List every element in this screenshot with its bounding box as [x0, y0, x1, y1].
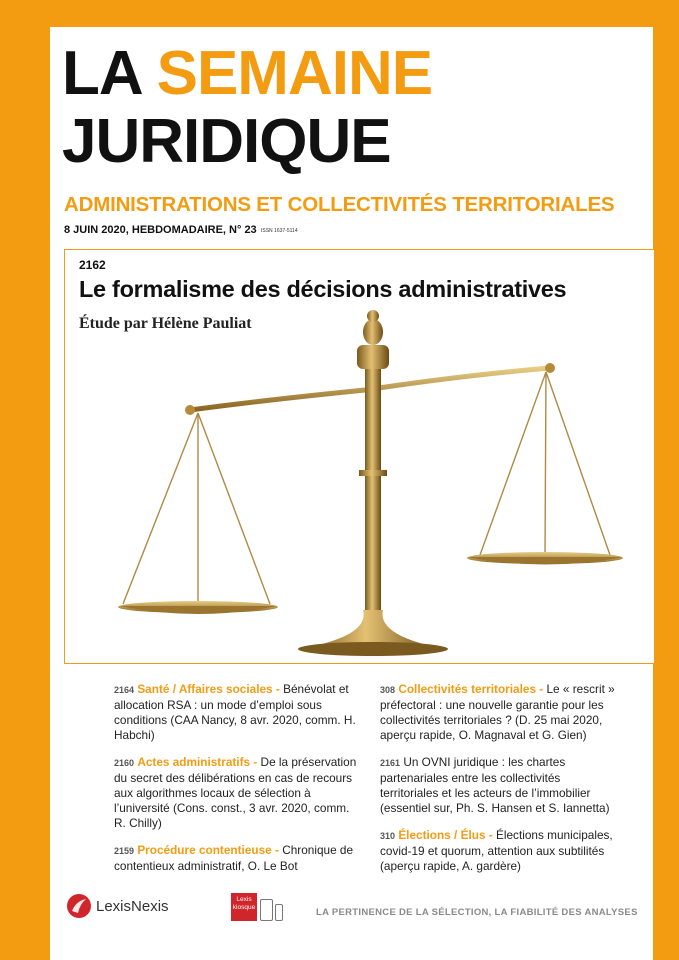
- issue-info: 8 JUIN 2020, HEBDOMADAIRE, N° 23: [64, 224, 257, 236]
- lexisnexis-emblem-icon: [66, 893, 92, 919]
- masthead-word-la: LA: [62, 39, 141, 108]
- article-text: Un OVNI juridique : les chartes partenariales entre les collectivités territoriales et les acteurs de l’immobilier (essentiel sur, Ph. S. Hansen et S. Iannetta): [380, 755, 610, 815]
- kiosque-logo: [231, 893, 257, 921]
- article-number: 310: [380, 831, 396, 841]
- feature-author: Étude par Hélène Pauliat: [79, 315, 252, 332]
- tablet-icon: [260, 899, 273, 921]
- article-category: Procédure contentieuse -: [137, 843, 279, 857]
- article-number: 2160: [114, 758, 135, 768]
- articles-right-column: [380, 682, 620, 886]
- article-item[interactable]: [114, 682, 364, 743]
- publisher-name: LexisNexis: [96, 897, 169, 915]
- article-category: Collectivités territoriales -: [398, 682, 544, 696]
- kiosque-line-1: Lexis: [236, 896, 252, 903]
- issn: ISSN 1637-5114: [261, 228, 298, 234]
- masthead-line-1: [62, 39, 433, 108]
- article-text: Le « rescrit » préfectoral : une nouvelle garantie pour les collectivités territoriales ? (D. 25 mai 2020, aperçu rapide, O. Magnaval et G. Gien): [380, 682, 615, 742]
- kiosque-line-2: kiosque: [232, 904, 256, 911]
- article-text: Chronique de contentieux administratif, O. Le Bot: [114, 843, 354, 873]
- article-number: 308: [380, 685, 396, 695]
- feature-number: 2162: [79, 258, 106, 272]
- article-text: Élections municipales, covid-19 et quorum, attention aux subtilités (aperçu rapide, A. gardère): [380, 828, 613, 873]
- article-category: Actes administratifs -: [137, 755, 258, 769]
- articles-left-column: [114, 682, 364, 886]
- scales-of-justice-icon: [65, 250, 654, 663]
- lexisnexis-logo[interactable]: [66, 893, 169, 919]
- article-item[interactable]: [114, 755, 364, 831]
- feature-box[interactable]: [64, 249, 654, 664]
- article-item[interactable]: [114, 843, 364, 874]
- article-category: Élections / Élus -: [398, 828, 493, 842]
- article-number: 2159: [114, 846, 135, 856]
- feature-title[interactable]: Le formalisme des décisions administratives: [79, 276, 567, 302]
- masthead-word-juridique: JURIDIQUE: [62, 107, 391, 176]
- article-category: Santé / Affaires sociales -: [137, 682, 280, 696]
- article-text: Bénévolat et allocation RSA : un mode d’emploi sous conditions (CAA Nancy, 8 avr. 2020, comm. H. Habchi): [114, 682, 356, 742]
- article-item[interactable]: [380, 828, 620, 874]
- masthead-word-semaine: SEMAINE: [156, 39, 433, 108]
- phone-icon: [275, 904, 283, 921]
- footer-slogan: LA PERTINENCE DE LA SÉLECTION, LA FIABILITÉ DES ANALYSES: [316, 907, 638, 918]
- article-number: 2161: [380, 758, 401, 768]
- masthead-subtitle: ADMINISTRATIONS ET COLLECTIVITÉS TERRITORIALES: [64, 193, 615, 216]
- article-text: De la préservation du secret des délibérations en cas de recours aux algorithmes locaux de sélection à l’université (Cons. const., 3 avr. 2020, comm. R. Chilly): [114, 755, 357, 830]
- article-item[interactable]: [380, 755, 620, 816]
- article-item[interactable]: [380, 682, 620, 743]
- article-number: 2164: [114, 685, 135, 695]
